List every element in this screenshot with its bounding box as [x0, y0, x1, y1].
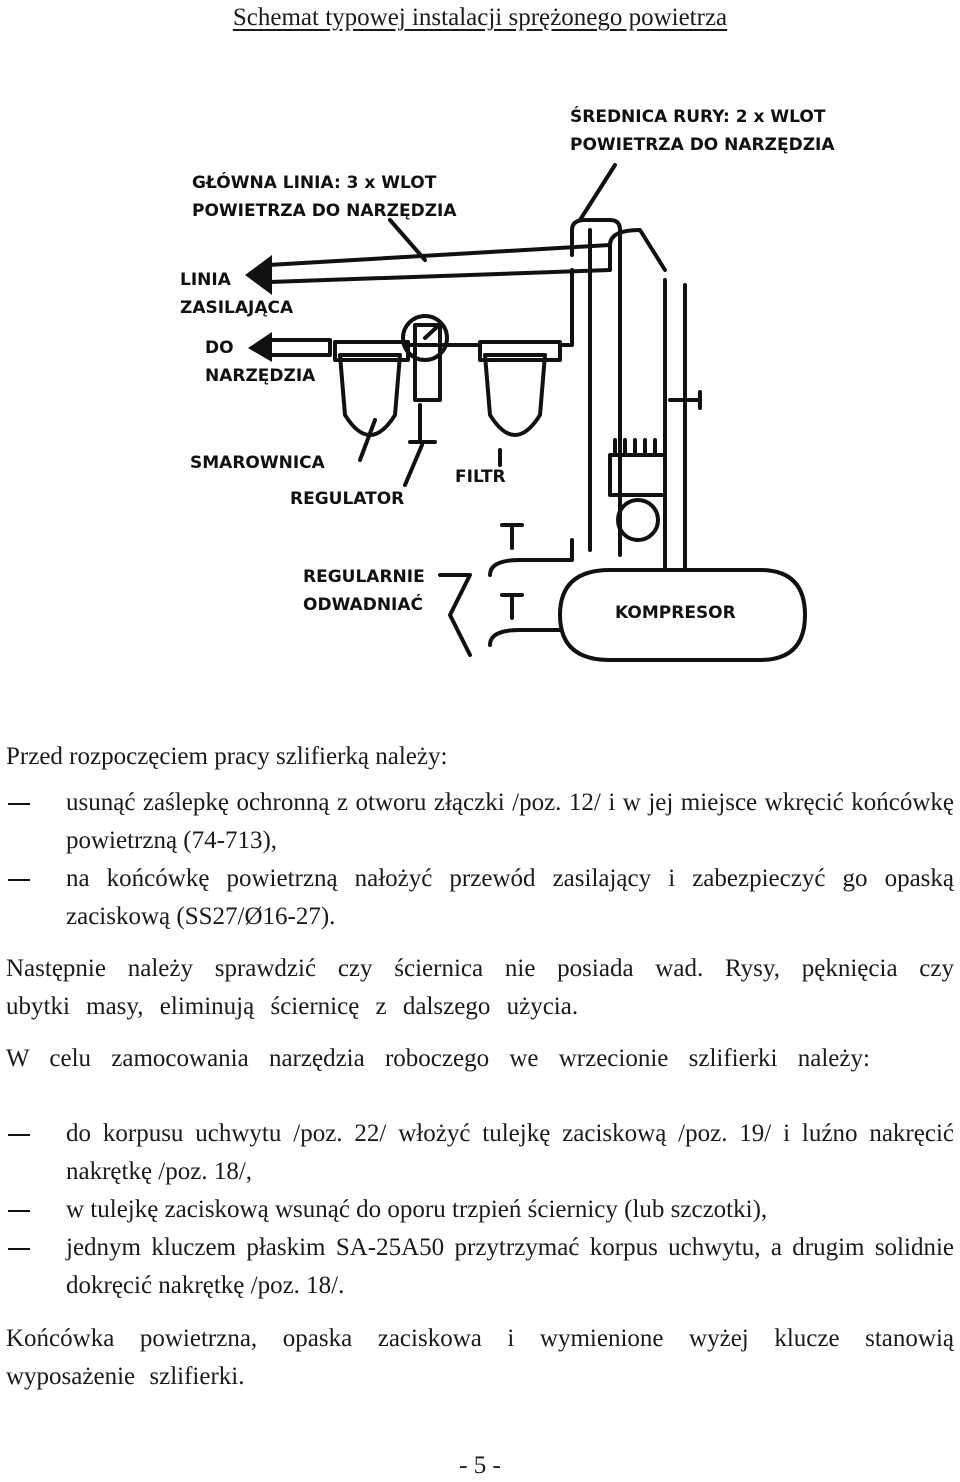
label-filter: FILTR	[455, 467, 506, 487]
leader-lubricator	[360, 420, 375, 460]
leader-main-line	[390, 220, 425, 260]
label-main-line-2: POWIETRZA DO NARZĘDZIA	[192, 201, 457, 221]
page-title: Schemat typowej instalacji sprężonego powietrza	[232, 4, 728, 31]
wheel-check-paragraph: Następnie należy sprawdzić czy ściernica nie posiada wad. Rysy, pęknięcia czy ubytki masy, eliminują ściernicę z dalszego użycia.	[6, 955, 954, 1020]
list-dash	[8, 1210, 30, 1212]
frl-supply-pipe	[268, 340, 330, 355]
label-supply-1: LINIA	[180, 270, 231, 290]
label-lubricator: SMAROWNICA	[190, 453, 325, 473]
label-compressor: KOMPRESOR	[615, 603, 736, 623]
main-line-pipe	[268, 245, 610, 282]
leader-regulator	[405, 445, 422, 485]
compressed-air-installation-diagram	[140, 70, 880, 705]
equipment-paragraph: Końcówka powietrzna, opaska zaciskowa i wymienione wyżej klucze stanowią wyposażenie szlifierki.	[6, 1325, 954, 1390]
tool-arrow-icon	[248, 332, 272, 362]
list-item: w tulejkę zaciskową wsunąć do oporu trzpień ściernicy (lub szczotki),	[66, 1196, 768, 1223]
list-dash	[8, 879, 30, 881]
list-dash	[8, 1134, 30, 1136]
label-supply-2: ZASILAJĄCA	[180, 298, 294, 318]
label-pipe-diameter-1: ŚREDNICA RURY: 2 x WLOT	[570, 107, 826, 127]
filter-bowl	[485, 355, 545, 435]
list-item: jednym kluczem płaskim SA-25A50 przytrzymać korpus uchwytu, a drugim solidnie dokręcić nakrętkę /poz. 18/.	[66, 1234, 954, 1299]
mounting-paragraph: W celu zamocowania narzędzia roboczego we wrzecionie szlifierki należy:	[6, 1045, 870, 1072]
label-pipe-diameter-2: POWIETRZA DO NARZĘDZIA	[570, 135, 835, 155]
label-supply-4: NARZĘDZIA	[205, 366, 316, 386]
label-drain-2: ODWADNIAĆ	[303, 595, 424, 615]
list-item: do korpusu uchwytu /poz. 22/ włożyć tulejkę zaciskową /poz. 19/ i luźno nakręcić nakrętkę /poz. 18/,	[66, 1120, 954, 1185]
lubricator-bowl	[340, 355, 400, 435]
label-supply-3: DO	[205, 338, 234, 358]
intro-paragraph: Przed rozpoczęciem pracy szlifierką należy:	[6, 743, 448, 770]
label-regulator: REGULATOR	[290, 489, 405, 509]
drain-pipe-lower	[490, 630, 560, 645]
list-item: usunąć zaślepkę ochronną z otworu złączki /poz. 12/ i w jej miejsce wkręcić końcówkę powietrzną (74-713),	[66, 789, 954, 854]
list-dash	[8, 1248, 30, 1250]
label-main-line-1: GŁÓWNA LINIA: 3 x WLOT	[192, 173, 437, 193]
leader-pipe-diameter	[580, 165, 615, 220]
list-dash	[8, 803, 30, 805]
page-number: - 5 -	[459, 1452, 501, 1479]
label-drain-1: REGULARNIE	[303, 567, 425, 587]
list-item: na końcówkę powietrzną nałożyć przewód zasilający i zabezpieczyć go opaską zaciskową (SS27/Ø16-27).	[66, 865, 954, 930]
supply-arrow-icon	[245, 255, 272, 295]
drain-pipe-upper	[490, 540, 572, 575]
